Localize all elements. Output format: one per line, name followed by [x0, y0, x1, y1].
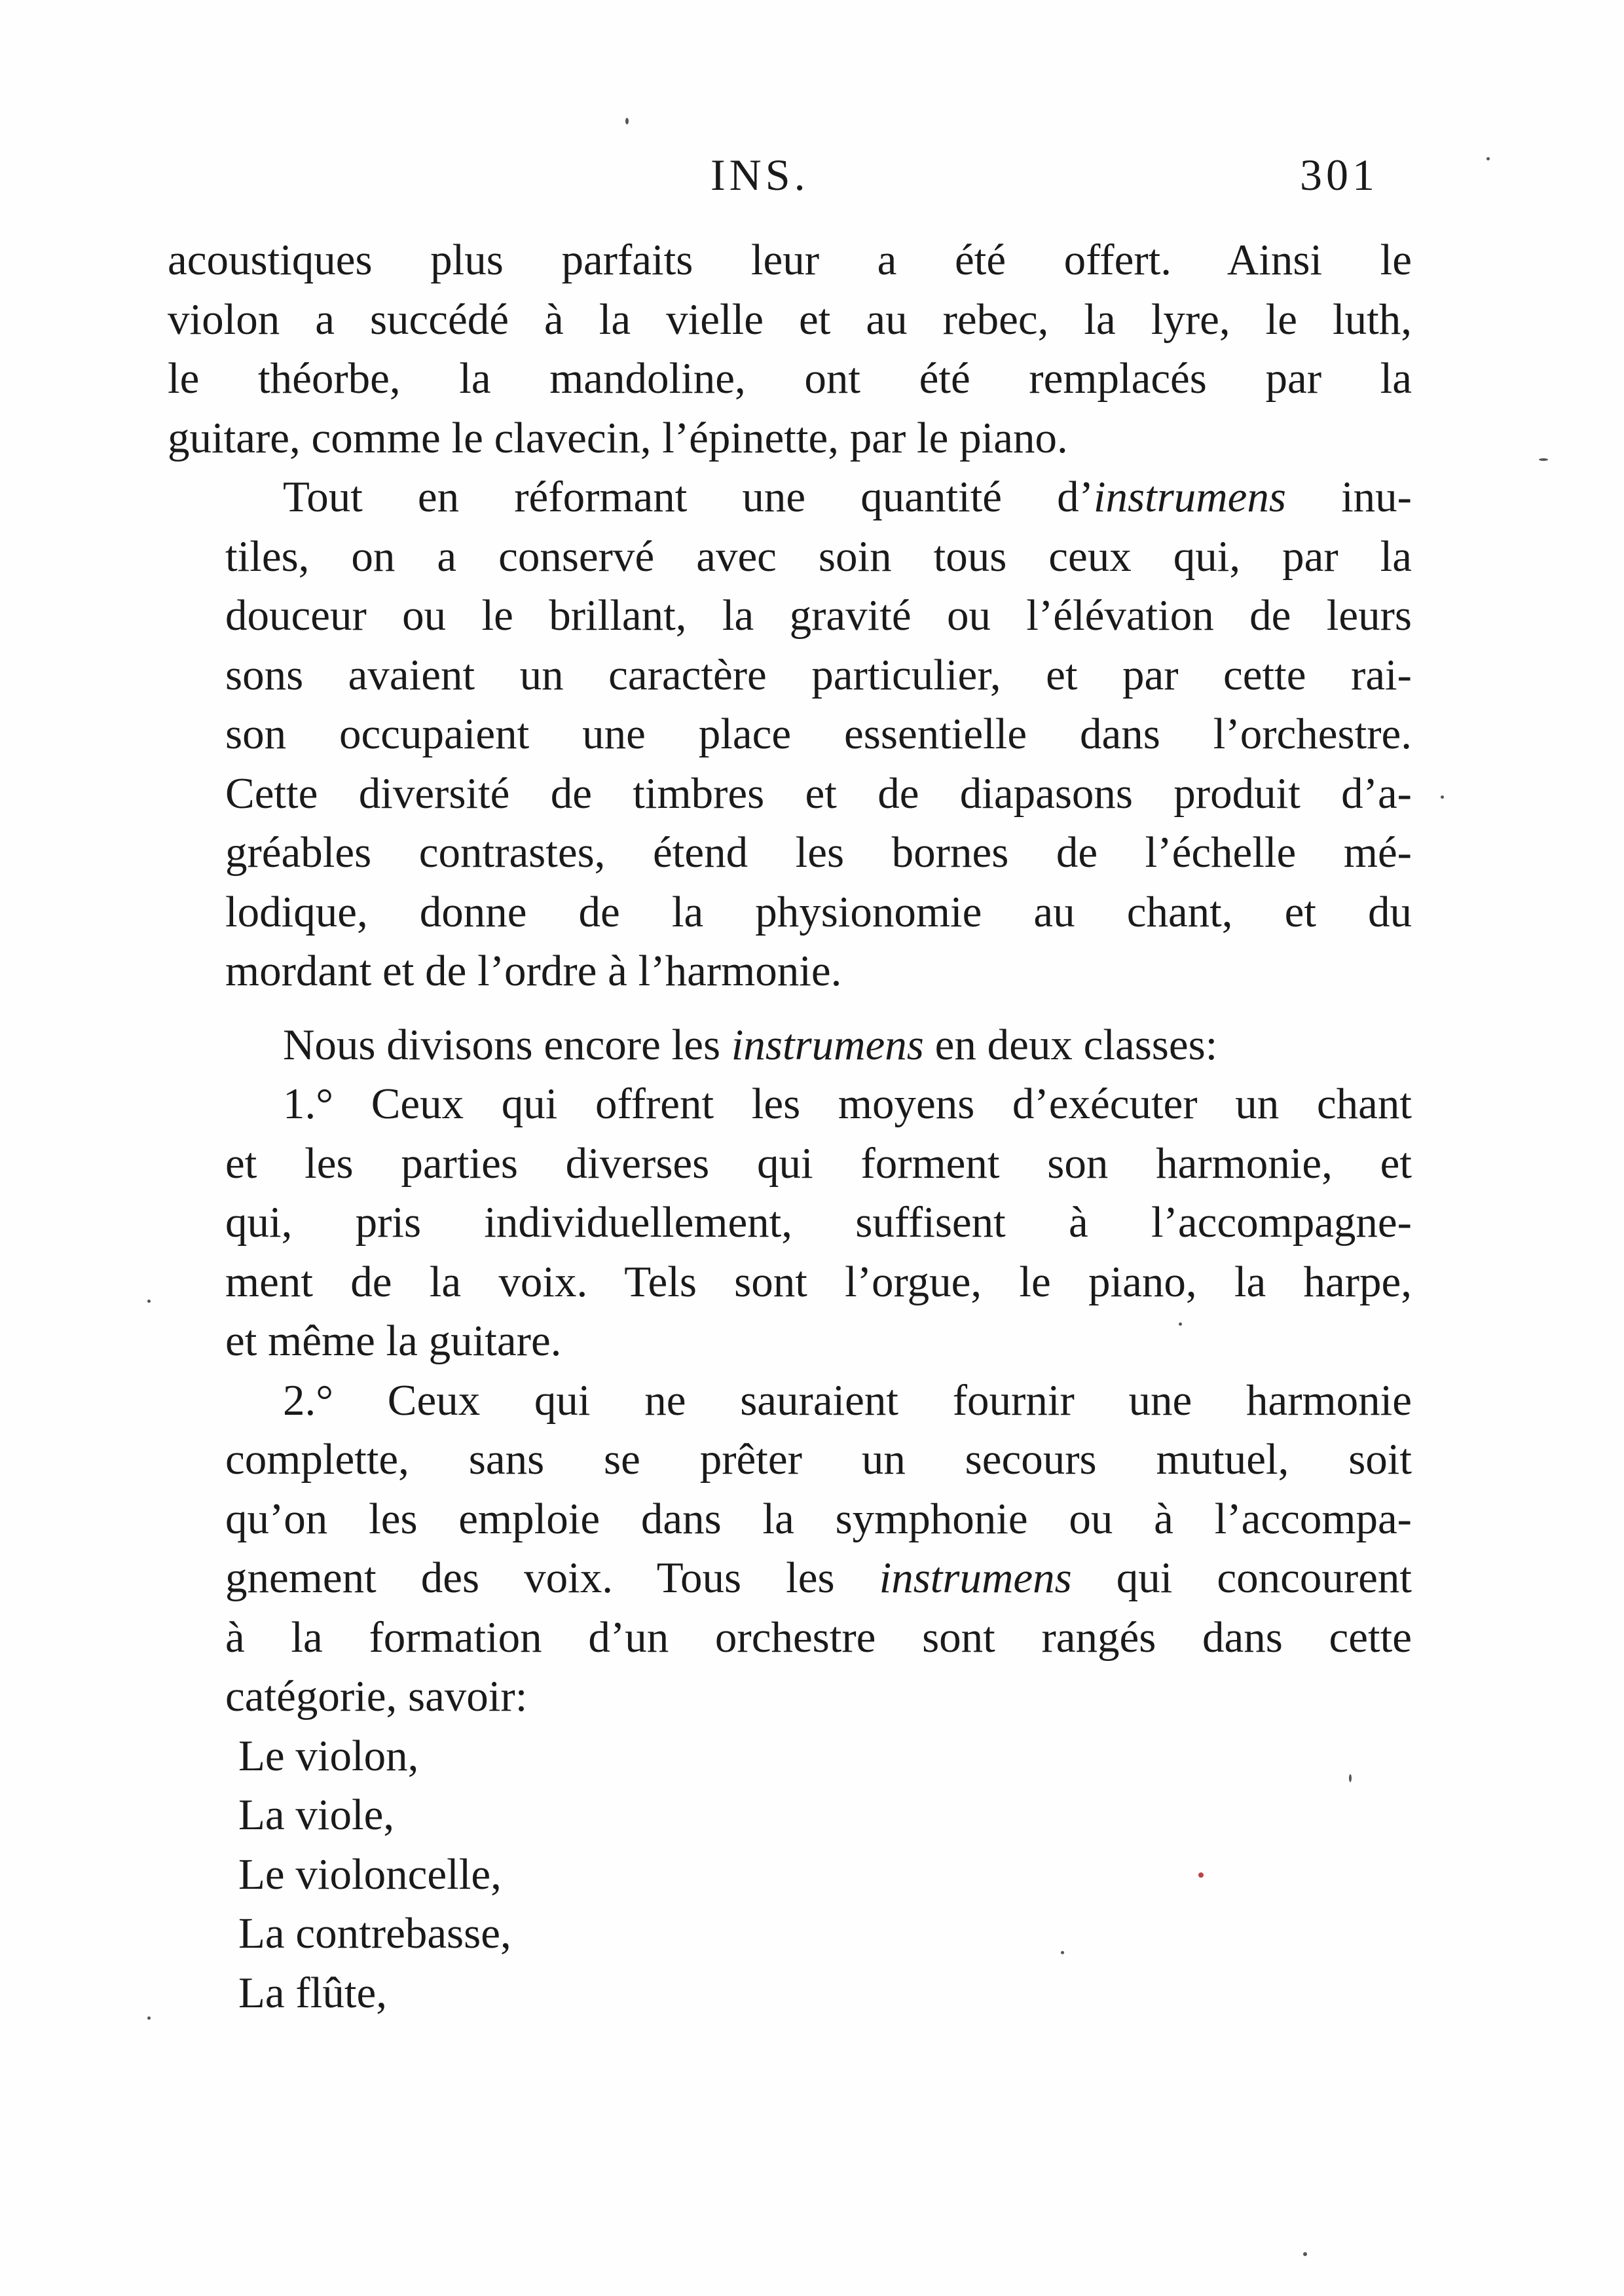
paper-speck — [1198, 1872, 1204, 1878]
text-line: le théorbe, la mandoline, ont été remplacés par la — [168, 354, 1412, 403]
instrument-list-item: La contrebasse, — [238, 1909, 511, 1958]
paragraph — [168, 1074, 1412, 1371]
text-line: violon a succédé à la vielle et au rebec, la lyre, le luth, — [168, 295, 1412, 344]
text-line: sons avaient un caractère particulier, et par cette rai- — [225, 650, 1412, 699]
paper-speck — [1303, 2252, 1307, 2256]
text-line: mordant et de l’ordre à l’harmonie. — [225, 947, 842, 995]
instrument-list — [168, 1726, 1412, 2023]
text-line: qu’on les emploie dans la symphonie ou à l’accompa- — [225, 1494, 1412, 1543]
text-line: catégorie, savoir: — [225, 1672, 528, 1721]
text-line: qui, pris individuellement, suffisent à l’accompagne- — [225, 1198, 1412, 1247]
paragraph — [168, 467, 1412, 1001]
paragraph — [168, 230, 1412, 467]
text-line: gnement des voix. Tous les instrumens qui concourent — [225, 1554, 1412, 1602]
text-line: douceur ou le brillant, la gravité ou l’élévation de leurs — [225, 591, 1412, 640]
text-line: acoustiques plus parfaits leur a été offert. Ainsi le — [168, 236, 1412, 284]
text-line: son occupaient une place essentielle dans l’orchestre. — [225, 710, 1412, 758]
text-line: et les parties diverses qui forment son harmonie, et — [225, 1139, 1412, 1188]
page-number: 301 — [1300, 150, 1378, 200]
instrument-list-item: Le violon, — [238, 1731, 419, 1780]
paper-speck — [1539, 458, 1548, 461]
text-line: Cette diversité de timbres et de diapasons produit d’a- — [225, 769, 1412, 818]
running-title: INS. — [710, 150, 809, 200]
paragraph — [168, 1015, 1412, 1075]
paragraph — [168, 1371, 1412, 1726]
paper-speck — [1441, 795, 1444, 799]
paper-speck — [1486, 157, 1490, 160]
paper-speck — [147, 2016, 151, 2020]
paragraphs — [168, 230, 1412, 1726]
paper-speck — [1179, 1322, 1182, 1326]
text-line: gréables contrastes, étend les bornes de l’échelle mé- — [225, 828, 1412, 877]
paper-speck — [1349, 1774, 1352, 1782]
italic-term: instrumens — [1093, 473, 1286, 521]
paper-speck — [625, 118, 629, 124]
text-line: lodique, donne de la physionomie au chant, et du — [225, 887, 1412, 936]
text-line: Nous divisons encore les instrumens en deux classes: — [283, 1020, 1218, 1069]
text-line: et même la guitare. — [225, 1317, 562, 1365]
italic-term: instrumens — [879, 1554, 1072, 1602]
text-line: tiles, on a conservé avec soin tous ceux qui, par la — [225, 532, 1412, 581]
text-line: guitare, comme le clavecin, l’épinette, par le piano. — [168, 413, 1068, 462]
text-line: complette, sans se prêter un secours mutuel, soit — [225, 1435, 1412, 1484]
text-line: Tout en réformant une quantité d’instrumens inu- — [283, 473, 1412, 521]
italic-term: instrumens — [731, 1020, 924, 1069]
text-line: 2.° Ceux qui ne sauraient fournir une harmonie — [283, 1376, 1412, 1425]
text-line: ment de la voix. Tels sont l’orgue, le piano, la harpe, — [225, 1257, 1412, 1306]
instrument-list-item: Le violoncelle, — [238, 1850, 502, 1899]
paper-speck — [1061, 1951, 1064, 1954]
text-line: à la formation d’un orchestre sont rangés dans cette — [225, 1613, 1412, 1662]
instrument-list-item: La flûte, — [238, 1968, 387, 2017]
page-body — [168, 230, 1412, 2022]
running-header — [0, 149, 1624, 208]
paper-speck — [147, 1300, 151, 1303]
instrument-list-item: La viole, — [238, 1791, 395, 1839]
text-line: 1.° Ceux qui offrent les moyens d’exécuter un chant — [283, 1080, 1412, 1128]
